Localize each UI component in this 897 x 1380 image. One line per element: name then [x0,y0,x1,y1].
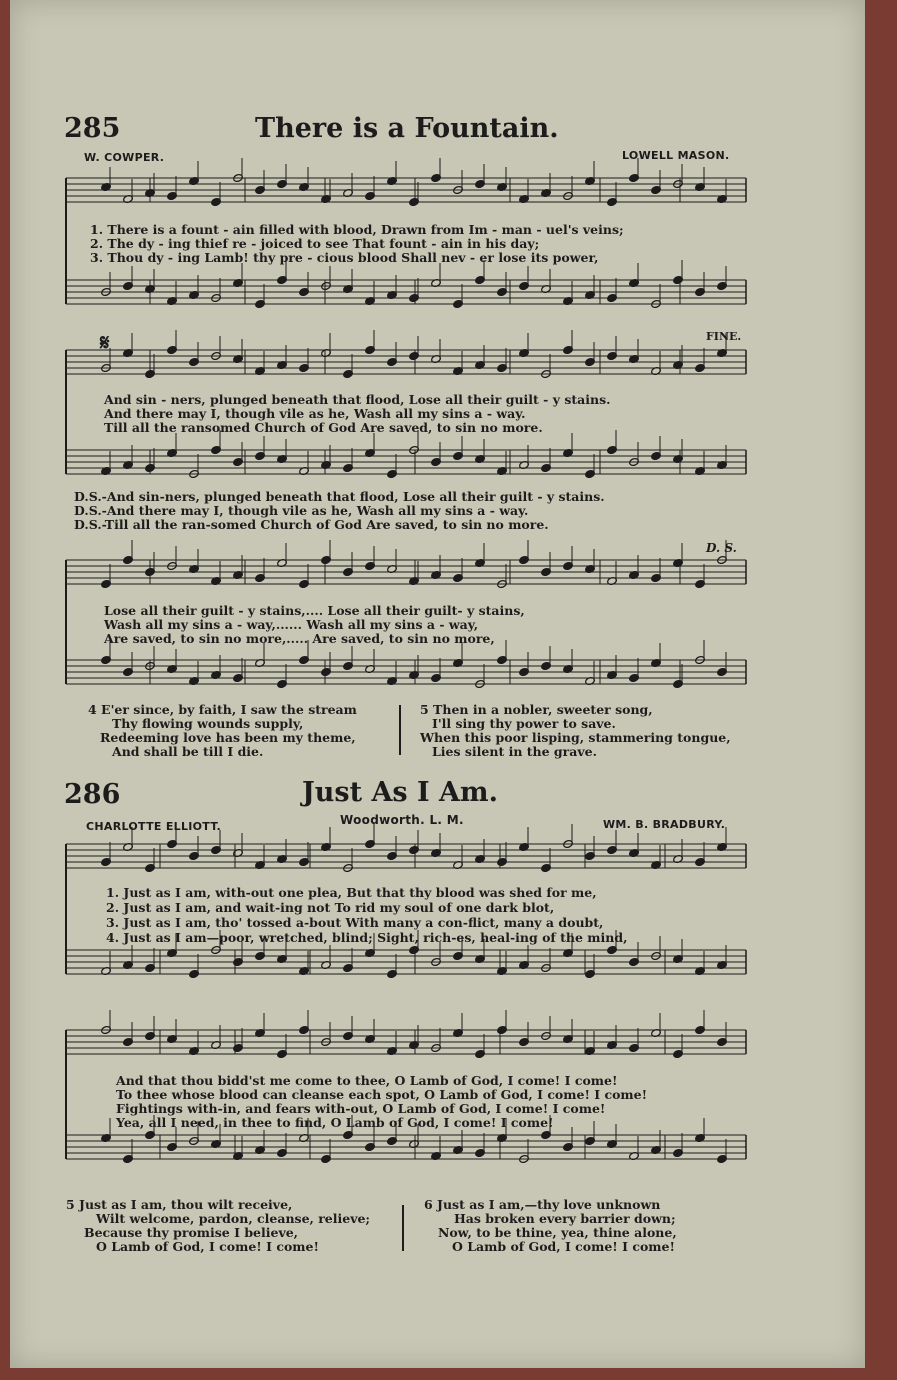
verse-286-6-line3: Now, to be thine, yea, thine alone, [438,1225,677,1240]
verse-285-5-line1: 5 Then in a nobler, sweeter song, [420,702,653,717]
verse-286-5-line4: O Lamb of God, I come! I come! [96,1239,319,1254]
verse-divider-2 [402,1205,404,1251]
composer-286: WM. B. BRADBURY. [603,818,726,831]
verse-285-4-line2: Thy flowing wounds supply, [112,716,304,731]
ds-line-2: D.S.-And there may I, though vile as he, Wash all my sins a - way. [74,503,529,518]
lyrics-286-s1-line2: 2. Just as I am, and wait-ing not To rid my soul of one dark blot, [106,900,555,915]
verse-286-6-line1: 6 Just as I am,—thy love unknown [424,1197,661,1212]
lyrics-286-s1-line1: 1. Just as I am, with-out one plea, But that thy blood was shed for me, [106,885,597,900]
lyrics-286-s1-line3: 3. Just as I am, tho' tossed a-bout With many a con-flict, many a doubt, [106,915,604,930]
author-286: CHARLOTTE ELLIOTT. [86,820,221,833]
verse-286-5-line3: Because thy promise I believe, [84,1225,299,1240]
fine-mark: FINE. [706,330,742,343]
verse-285-4-line4: And shall be till I die. [112,744,264,759]
composer-285: LOWELL MASON. [622,149,730,162]
lyrics-286-s1-line4: 4. Just as I am—poor, wretched, blind; Sight, rich-es, heal-ing of the mind, [106,930,628,945]
ds-line-1: D.S.-And sin-ners, plunged beneath that flood, Lose all their guilt - y stains. [74,489,605,504]
verse-285-5-line3: When this poor lisping, stammering tongue, [420,730,731,745]
author-285: W. COWPER. [84,151,165,164]
verse-285-5-line4: Lies silent in the grave. [432,744,597,759]
lyrics-285-s3-line3: Are saved, to sin no more,..... Are saved, to sin no more, [104,631,495,646]
ds-line-3: D.S.-Till all the ran-somed Church of God Are saved, to sin no more. [74,517,549,532]
lyrics-286-s2-line2: To thee whose blood can cleanse each spot, O Lamb of God, I come! I come! [116,1087,648,1102]
segno-sign: 𝄋 [100,330,110,356]
verse-285-5-line2: I'll sing thy power to save. [432,716,616,731]
lyrics-285-s1-line3: 3. Thou dy - ing Lamb! thy pre - cious blood Shall nev - er lose its power, [90,250,599,265]
verse-divider [399,705,401,755]
hymn-number-286: 286 [64,779,121,810]
lyrics-286-s2-line1: And that thou bidd'st me come to thee, O Lamb of God, I come! I come! [116,1073,618,1088]
lyrics-285-s3-line2: Wash all my sins a - way,...... Wash all my sins a - way, [104,617,479,632]
verse-285-4-line1: 4 E'er since, by faith, I saw the stream [88,702,357,717]
hymn-number-285: 285 [64,113,121,144]
verse-285-4-line3: Redeeming love has been my theme, [100,730,356,745]
verse-286-6-line4: O Lamb of God, I come! I come! [452,1239,675,1254]
ds-mark: D. S. [706,541,737,555]
lyrics-285-s3-line1: Lose all their guilt - y stains,.... Lose all their guilt- y stains, [104,603,525,618]
lyrics-286-s2-line4: Yea, all I need, in thee to find, O Lamb of God, I come! I come! [116,1115,554,1130]
hymn-title-286: Just As I Am. [302,777,498,808]
verse-286-5-line2: Wilt welcome, pardon, cleanse, relieve; [96,1211,371,1226]
lyrics-285-s2-line1: And sin - ners, plunged beneath that flood, Lose all their guilt - y stains. [104,392,611,407]
lyrics-285-s2-line2: And there may I, though vile as he, Wash all my sins a - way. [104,406,526,421]
verse-286-6-line2: Has broken every barrier down; [454,1211,676,1226]
tune-286: Woodworth. L. M. [340,813,464,827]
verse-286-5-line1: 5 Just as I am, thou wilt receive, [66,1197,293,1212]
hymn-title-285: There is a Fountain. [255,113,559,144]
lyrics-285-s2-line3: Till all the ransomed Church of God Are saved, to sin no more. [104,420,543,435]
lyrics-285-s1-line1: 1. There is a fount - ain filled with blood, Drawn from Im - man - uel's veins; [90,222,624,237]
lyrics-286-s2-line3: Fightings with-in, and fears with-out, O Lamb of God, I come! I come! [116,1101,606,1116]
lyrics-285-s1-line2: 2. The dy - ing thief re - joiced to see That fount - ain in his day; [90,236,540,251]
